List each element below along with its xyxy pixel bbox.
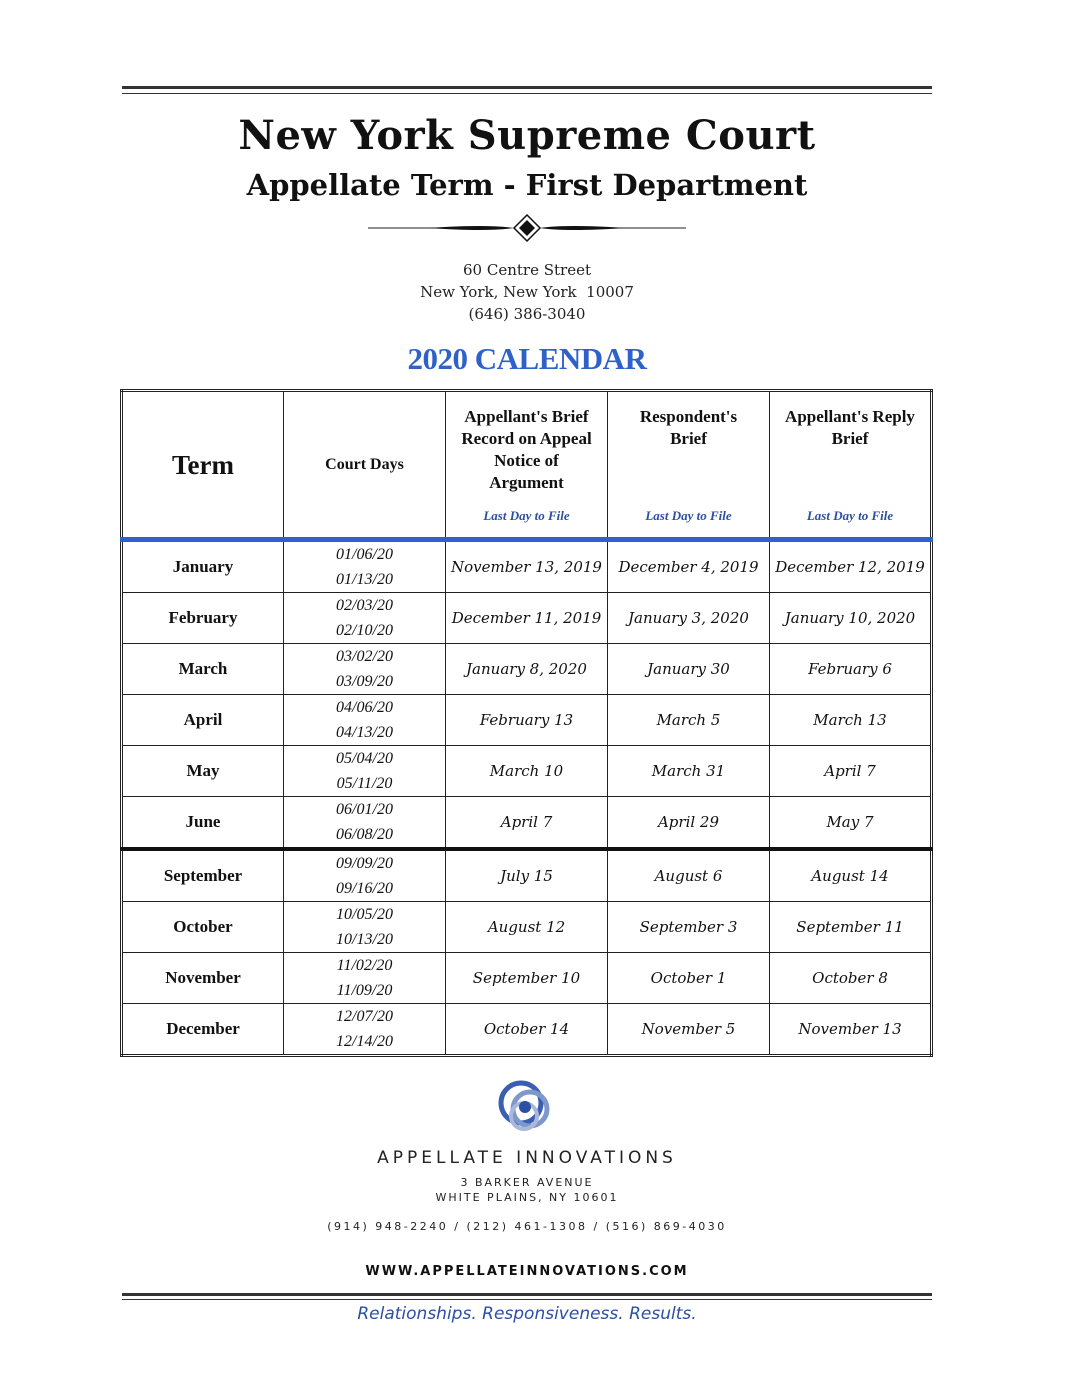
company-address-city: WHITE PLAINS, NY 10601 — [435, 1191, 619, 1204]
appellant-date-cell: December 11, 2019 — [446, 593, 608, 644]
appellant-date-cell: February 13 — [446, 695, 608, 746]
reply-date-cell: January 10, 2020 — [770, 593, 932, 644]
court-days-cell — [284, 593, 446, 644]
appellate-innovations-logo-icon — [494, 1076, 556, 1138]
court-day-2: 11/09/20 — [336, 982, 393, 999]
address-street: 60 Centre Street — [463, 261, 591, 279]
court-day-2: 09/16/20 — [336, 880, 393, 897]
reply-date-cell: November 13 — [770, 1004, 932, 1056]
court-days-cell — [284, 953, 446, 1004]
ornament-divider-icon — [368, 214, 686, 242]
appellant-date-cell: October 14 — [446, 1004, 608, 1056]
calendar-title: 2020 CALENDAR — [407, 341, 647, 376]
term-cell: February — [122, 593, 284, 644]
header-appellant-brief-line2: Record on Appeal — [461, 429, 592, 448]
respondent-date-cell: October 1 — [608, 953, 770, 1004]
reply-date-cell: October 8 — [770, 953, 932, 1004]
table-row — [122, 746, 932, 797]
header-last-day-label: Last Day to File — [645, 508, 732, 523]
table-row — [122, 644, 932, 695]
header-court-days — [284, 391, 446, 540]
header-last-day-label: Last Day to File — [483, 508, 570, 523]
term-cell: May — [122, 746, 284, 797]
court-days-cell — [284, 1004, 446, 1056]
company-name: APPELLATE INNOVATIONS — [377, 1148, 677, 1168]
table-row — [122, 540, 932, 593]
respondent-date-cell: August 6 — [608, 849, 770, 902]
court-day-1: 01/06/20 — [336, 546, 393, 563]
reply-date-cell: September 11 — [770, 902, 932, 953]
court-day-2: 06/08/20 — [336, 826, 393, 843]
court-address — [122, 259, 932, 325]
bottom-rule — [122, 1293, 932, 1300]
header-respondent-line1: Respondent's — [639, 407, 738, 426]
appellant-date-cell: April 7 — [446, 797, 608, 850]
court-day-1: 03/02/20 — [336, 648, 393, 665]
header-court-days-label: Court Days — [325, 455, 404, 473]
table-row — [122, 953, 932, 1004]
appellant-date-cell: July 15 — [446, 849, 608, 902]
respondent-date-cell: September 3 — [608, 902, 770, 953]
respondent-date-cell: January 30 — [608, 644, 770, 695]
court-day-2: 05/11/20 — [336, 775, 393, 792]
header-appellant-brief — [446, 391, 608, 540]
term-cell: December — [122, 1004, 284, 1056]
header-reply-line1: Appellant's Reply — [785, 407, 915, 426]
reply-date-cell: August 14 — [770, 849, 932, 902]
table-row — [122, 902, 932, 953]
company-tagline: Relationships. Responsiveness. Results. — [357, 1304, 697, 1324]
court-days-cell — [284, 540, 446, 593]
company-phones: (914) 948-2240 / (212) 461-1308 / (516) 869-4030 — [327, 1220, 727, 1233]
top-rule — [122, 86, 932, 94]
appellant-date-cell: September 10 — [446, 953, 608, 1004]
court-day-2: 03/09/20 — [336, 673, 393, 690]
respondent-date-cell: March 5 — [608, 695, 770, 746]
court-day-1: 05/04/20 — [336, 750, 393, 767]
court-days-cell — [284, 849, 446, 902]
court-day-2: 01/13/20 — [336, 571, 393, 588]
court-day-2: 12/14/20 — [336, 1033, 393, 1050]
reply-date-cell: May 7 — [770, 797, 932, 850]
reply-date-cell: April 7 — [770, 746, 932, 797]
header-appellant-brief-line4: Argument — [489, 473, 564, 492]
table-row — [122, 1004, 932, 1056]
court-day-2: 10/13/20 — [336, 931, 393, 948]
court-title: New York Supreme Court — [238, 112, 816, 159]
table-row — [122, 695, 932, 746]
appellant-date-cell: November 13, 2019 — [446, 540, 608, 593]
appellant-date-cell: March 10 — [446, 746, 608, 797]
court-day-1: 10/05/20 — [336, 906, 393, 923]
address-city: New York, New York 10007 — [420, 283, 634, 301]
header-term — [122, 391, 284, 540]
court-day-1: 09/09/20 — [336, 855, 393, 872]
term-cell: April — [122, 695, 284, 746]
court-days-cell — [284, 695, 446, 746]
respondent-date-cell: April 29 — [608, 797, 770, 850]
table-row — [122, 797, 932, 850]
court-days-cell — [284, 797, 446, 850]
court-day-2: 04/13/20 — [336, 724, 393, 741]
company-website-link[interactable]: WWW.APPELLATEINNOVATIONS.COM — [365, 1264, 689, 1279]
header-term-label: Term — [172, 449, 234, 480]
company-address-street: 3 BARKER AVENUE — [460, 1176, 594, 1189]
header-appellant-brief-line1: Appellant's Brief — [464, 407, 589, 426]
header-appellant-brief-line3: Notice of — [494, 451, 559, 470]
term-cell: September — [122, 849, 284, 902]
table-row — [122, 593, 932, 644]
reply-date-cell: December 12, 2019 — [770, 540, 932, 593]
term-cell: March — [122, 644, 284, 695]
court-day-1: 12/07/20 — [336, 1008, 393, 1025]
header-last-day-label: Last Day to File — [806, 508, 894, 523]
respondent-date-cell: November 5 — [608, 1004, 770, 1056]
court-days-cell — [284, 644, 446, 695]
court-subtitle: Appellate Term - First Department — [246, 168, 808, 202]
term-cell: October — [122, 902, 284, 953]
calendar-table — [120, 389, 933, 1057]
header-reply-brief — [770, 391, 932, 540]
appellant-date-cell: August 12 — [446, 902, 608, 953]
court-day-1: 06/01/20 — [336, 801, 393, 818]
table-header-row — [122, 391, 932, 540]
court-days-cell — [284, 746, 446, 797]
header-respondent-line2: Brief — [670, 429, 707, 448]
respondent-date-cell: March 31 — [608, 746, 770, 797]
appellant-date-cell: January 8, 2020 — [446, 644, 608, 695]
respondent-date-cell: December 4, 2019 — [608, 540, 770, 593]
header-respondent-brief — [608, 391, 770, 540]
table-row — [122, 849, 932, 902]
court-day-1: 02/03/20 — [336, 597, 393, 614]
respondent-date-cell: January 3, 2020 — [608, 593, 770, 644]
term-cell: November — [122, 953, 284, 1004]
court-day-2: 02/10/20 — [336, 622, 393, 639]
header-reply-line2: Brief — [831, 429, 869, 448]
court-day-1: 11/02/20 — [336, 957, 393, 974]
term-cell: June — [122, 797, 284, 850]
reply-date-cell: February 6 — [770, 644, 932, 695]
court-days-cell — [284, 902, 446, 953]
address-phone: (646) 386-3040 — [468, 305, 586, 323]
reply-date-cell: March 13 — [770, 695, 932, 746]
term-cell: January — [122, 540, 284, 593]
court-day-1: 04/06/20 — [336, 699, 393, 716]
